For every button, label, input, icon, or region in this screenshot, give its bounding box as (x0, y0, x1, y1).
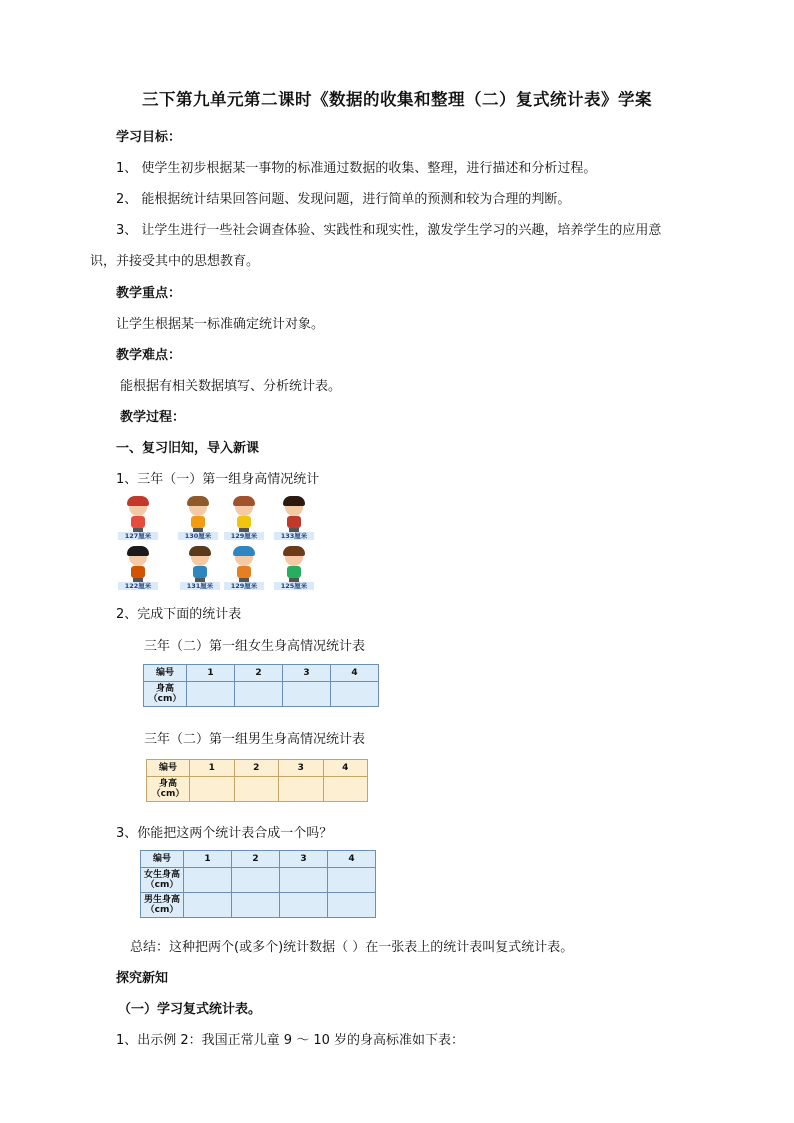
table-header-cell: 3 (279, 760, 324, 777)
kid-hair (233, 546, 255, 556)
kid-height-label: 127厘米 (118, 532, 158, 540)
explore-heading: 探究新知 (116, 971, 169, 986)
section1-heading: 一、复习旧知，导入新课 (116, 441, 260, 456)
table-cell-empty[interactable] (184, 893, 232, 918)
table-cell-empty[interactable] (283, 682, 331, 707)
kid-height-label: 129厘米 (224, 532, 264, 540)
table-header-cell: 2 (232, 851, 280, 868)
table-row-label: 身高 （cm） (147, 777, 190, 802)
kid-body (237, 566, 251, 578)
difficulty-text: 能根据有相关数据填写、分析统计表。 (120, 379, 342, 394)
combined-height-table (140, 850, 376, 918)
kid-figure (178, 496, 218, 540)
table-cell-empty[interactable] (187, 682, 235, 707)
table-cell-empty[interactable] (328, 868, 376, 893)
objectives-heading: 学习目标： (116, 130, 182, 145)
kid-height-label: 122厘米 (118, 582, 158, 590)
kid-figure (118, 496, 158, 540)
kid-hair (127, 546, 149, 556)
kid-body (193, 566, 207, 578)
table-cell-empty[interactable] (280, 893, 328, 918)
kid-hair (189, 546, 211, 556)
kid-body (131, 566, 145, 578)
table-header-cell: 1 (187, 665, 235, 682)
table-cell-empty[interactable] (232, 893, 280, 918)
table-header-cell: 4 (323, 760, 368, 777)
kid-body (131, 516, 145, 528)
kid-body (287, 566, 301, 578)
process-heading: 教学过程： (120, 410, 186, 425)
kid-height-label: 133厘米 (274, 532, 314, 540)
table-header-cell: 3 (283, 665, 331, 682)
kid-body (287, 516, 301, 528)
table-cell-empty[interactable] (234, 777, 279, 802)
objective-3-continued: 识，并接受其中的思想教育。 (90, 254, 260, 269)
table-header-cell: 4 (331, 665, 379, 682)
kid-figure (274, 546, 314, 590)
table-header-cell: 1 (190, 760, 235, 777)
objective-3: 3、 让学生进行一些社会调查体验、实践性和现实性，激发学生学习的兴趣，培养学生的应用意 (116, 223, 662, 238)
table-header-cell: 1 (184, 851, 232, 868)
objective-2: 2、 能根据统计结果回答问题、发现问题，进行简单的预测和较为合理的判断。 (116, 192, 571, 207)
kid-height-label: 131厘米 (180, 582, 220, 590)
kid-figure (118, 546, 158, 590)
key-point-text: 让学生根据某一标准确定统计对象。 (116, 317, 325, 332)
table-header-cell: 2 (234, 760, 279, 777)
key-point-heading: 教学重点： (116, 286, 182, 301)
section1-item3: 3、你能把这两个统计表合成一个吗？ (116, 826, 333, 841)
table-cell-empty[interactable] (279, 777, 324, 802)
kid-hair (233, 496, 255, 506)
kid-hair (187, 496, 209, 506)
kid-body (237, 516, 251, 528)
summary-text: 总结：这种把两个(或多个)统计数据（ ）在一张表上的统计表叫复式统计表。 (130, 940, 574, 955)
table-row-label: 女生身高 （cm） (141, 868, 184, 893)
table-header-cell: 4 (328, 851, 376, 868)
kid-hair (283, 546, 305, 556)
table-header-cell: 编号 (144, 665, 187, 682)
kid-body (191, 516, 205, 528)
table-cell-empty[interactable] (323, 777, 368, 802)
kids-height-illustration (118, 496, 318, 592)
table-cell-empty[interactable] (331, 682, 379, 707)
table-cell-empty[interactable] (190, 777, 235, 802)
explore-subheading: （一）学习复式统计表。 (118, 1002, 262, 1017)
objective-1: 1、 使学生初步根据某一事物的标准通过数据的收集、整理，进行描述和分析过程。 (116, 161, 597, 176)
table-header-cell: 2 (235, 665, 283, 682)
table-row-label: 男生身高 （cm） (141, 893, 184, 918)
boys-table-caption: 三年（二）第一组男生身高情况统计表 (144, 732, 366, 747)
table-header-cell: 3 (280, 851, 328, 868)
section1-item1: 1、三年（一）第一组身高情况统计 (116, 472, 320, 487)
table-cell-empty[interactable] (232, 868, 280, 893)
kid-figure (224, 546, 264, 590)
kid-height-label: 129厘米 (224, 582, 264, 590)
explore-item1: 1、出示例 2：我国正常儿童 9 ～ 10 岁的身高标准如下表： (116, 1033, 465, 1048)
page-title: 三下第九单元第二课时《数据的收集和整理（二）复式统计表》学案 (142, 90, 652, 109)
table-cell-empty[interactable] (280, 868, 328, 893)
kid-hair (127, 496, 149, 506)
table-cell-empty[interactable] (328, 893, 376, 918)
section1-item2: 2、完成下面的统计表 (116, 607, 242, 622)
kid-height-label: 130厘米 (178, 532, 218, 540)
table-header-cell: 编号 (141, 851, 184, 868)
table-cell-empty[interactable] (184, 868, 232, 893)
kid-figure (180, 546, 220, 590)
boys-height-table (146, 759, 368, 802)
table-row-label: 身高 （cm） (144, 682, 187, 707)
kid-figure (274, 496, 314, 540)
table-cell-empty[interactable] (235, 682, 283, 707)
kid-hair (283, 496, 305, 506)
table-header-cell: 编号 (147, 760, 190, 777)
girls-table-caption: 三年（二）第一组女生身高情况统计表 (144, 639, 366, 654)
difficulty-heading: 教学难点： (116, 348, 182, 363)
kid-height-label: 125厘米 (274, 582, 314, 590)
kid-figure (224, 496, 264, 540)
girls-height-table (143, 664, 379, 707)
